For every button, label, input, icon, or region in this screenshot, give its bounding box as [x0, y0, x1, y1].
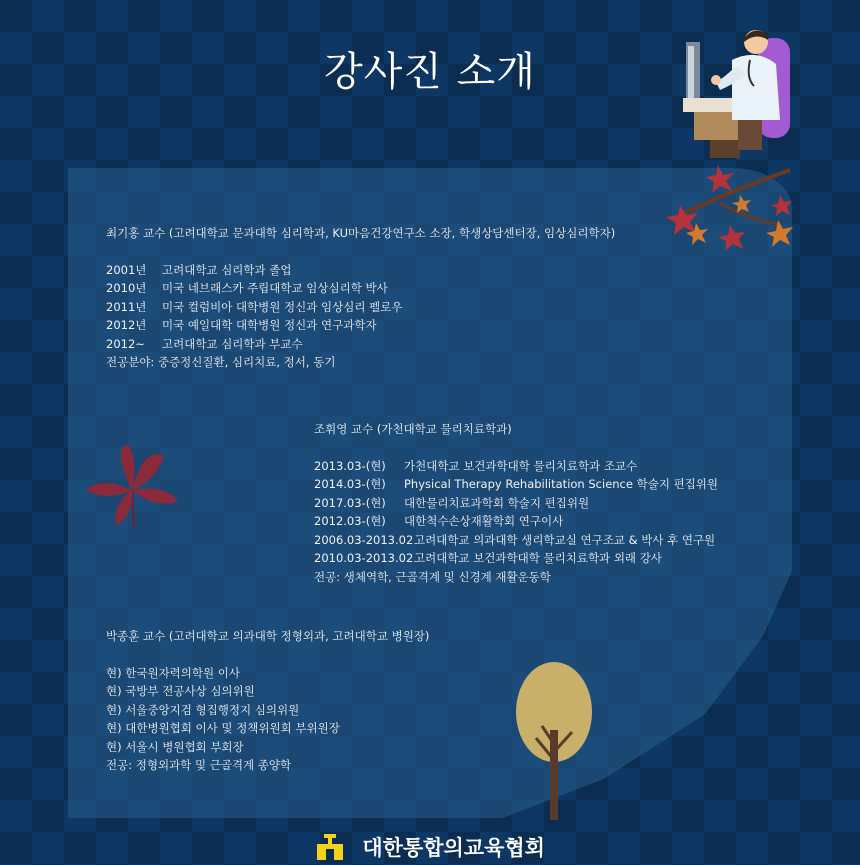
tree-illustration	[512, 660, 598, 820]
instructor-2-field: 전공: 생체역학, 근골격계 및 신경계 재활운동학	[314, 569, 551, 584]
career-item: 현) 국방부 전공사상 심의위원	[106, 684, 255, 698]
maple-branch-illustration	[660, 165, 810, 260]
career-item: 2013.03-(현) 가천대학교 보건과학대학 물리치료학과 조교수	[314, 458, 638, 473]
page-title: 강사진 소개	[324, 49, 536, 95]
career-item: 현) 대한병원협회 이사 및 정책위원회 부위원장	[106, 721, 340, 735]
instructor-2-heading: 조휘영 교수 (가천대학교 물리치료학과)	[314, 422, 512, 436]
career-item: 2001년 고려대학교 심리학과 졸업	[106, 262, 292, 277]
instructor-1-block	[106, 224, 615, 372]
career-item: 2006.03-2013.02고려대학교 의과대학 생리학교실 연구조교 & 박사 후 연구원	[314, 532, 716, 547]
doctor-illustration	[680, 20, 800, 160]
career-item: 현) 서울중앙지검 형집행정지 심의위원	[106, 702, 300, 717]
career-item: 2010년 미국 네브래스카 주립대학교 임상심리학 박사	[106, 281, 388, 295]
career-item: 현) 서울시 병원협회 부회장	[106, 739, 244, 754]
career-item: 2011년 미국 컬럼비아 대학병원 정신과 임상심리 펠로우	[106, 299, 403, 314]
red-leaf-illustration	[82, 440, 182, 535]
org-name: 대한통합의교육협회	[362, 836, 545, 860]
career-item: 현) 한국원자력의학원 이사	[106, 665, 240, 680]
instructor-1-field: 전공분야: 중증정신질환, 심리치료, 정서, 동기	[106, 355, 336, 369]
instructor-1-heading: 최기홍 교수 (고려대학교 문과대학 심리학과, KU마음건강연구소 소장, 학생상담센터장, 임상심리학자)	[106, 226, 616, 240]
career-item: 2012년 미국 예일대학 대학병원 정신과 연구과학자	[106, 318, 377, 332]
career-item: 2017.03-(현) 대한물리치료과학회 학술지 편집위원	[314, 495, 590, 510]
instructor-2-block	[314, 420, 718, 586]
career-item: 2012.03-(현) 대한척수손상재활학회 연구이사	[314, 514, 564, 528]
instructor-3-heading: 박종훈 교수 (고려대학교 의과대학 정형외과, 고려대학교 병원장)	[106, 629, 430, 643]
instructor-3-field: 전공: 정형외과학 및 근골격계 종양학	[106, 758, 292, 772]
instructor-3-block	[106, 627, 429, 775]
career-item: 2012~ 고려대학교 심리학과 부교수	[106, 336, 303, 351]
career-item: 2014.03-(현) Physical Therapy Rehabilitation Science 학술지 편집위원	[314, 477, 719, 491]
career-item: 2010.03-2013.02고려대학교 보건과학대학 물리치료학과 외래 강사	[314, 551, 662, 565]
